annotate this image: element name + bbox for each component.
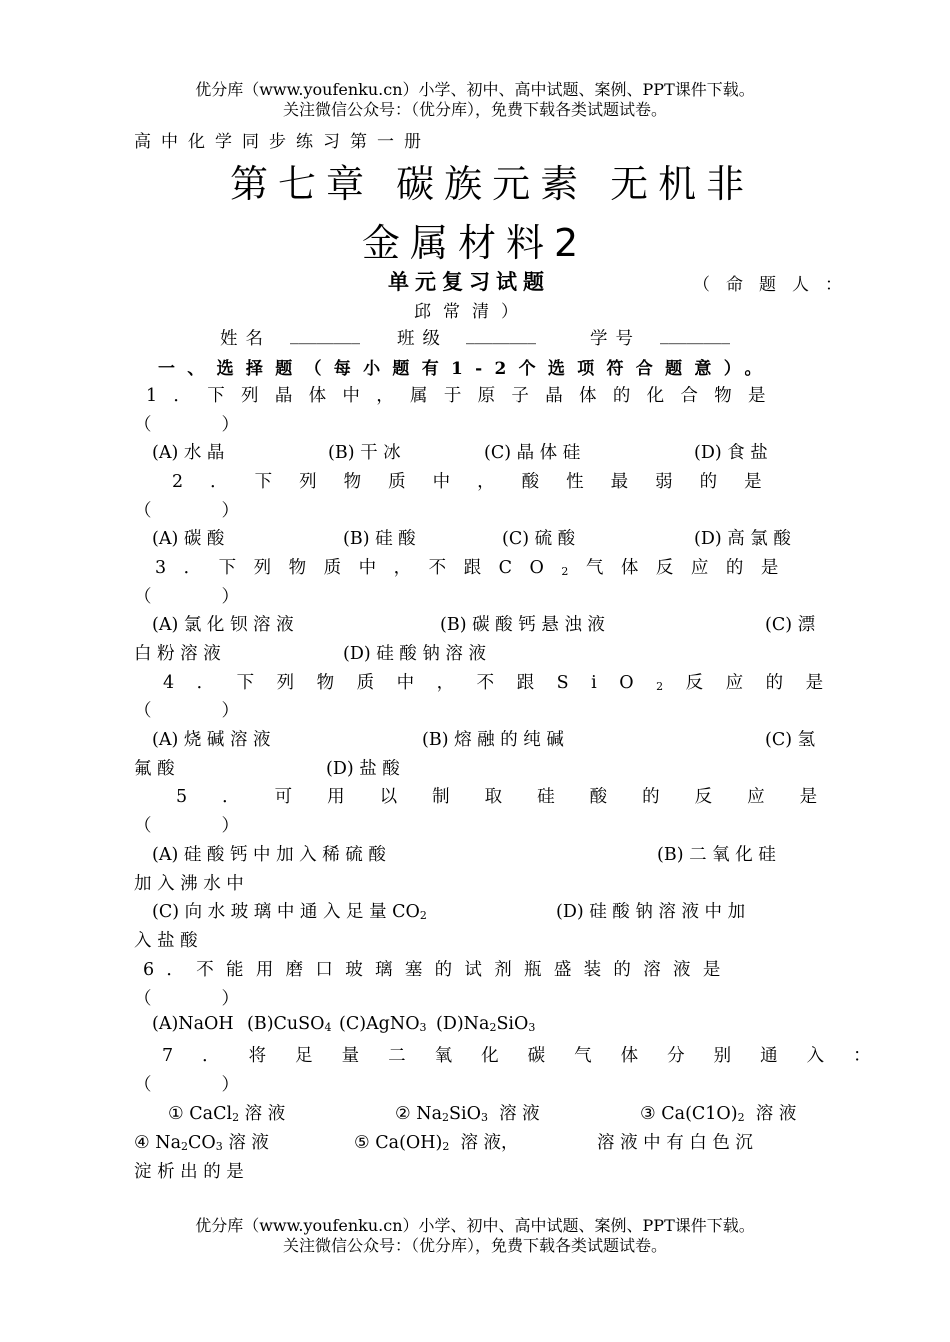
question-5-option-a: (A) 硅 酸 钙 中 加 入 稀 硫 酸 — [152, 845, 386, 865]
question-6-stem: 6．不能用磨口玻璃塞的试剂瓶盛装的溶液是 — [143, 960, 733, 980]
question-3-option-c-cont: 白 粉 溶 液 — [134, 644, 221, 664]
question-2-option-d: (D) 高 氯 酸 — [694, 529, 791, 549]
question-4-option-d: (D) 盐 酸 — [326, 759, 400, 779]
question-6-answer-paren: （ ） — [134, 989, 239, 1009]
question-7-item-3: ③ $Ca(C1O)_2$ 溶 液 — [640, 1104, 797, 1124]
question-7-stem-end: 淀 析 出 的 是 — [134, 1162, 244, 1182]
header-line-2: 关注微信公众号：（优分库），免费下载各类试题试卷。 — [282, 100, 667, 119]
question-5-option-d: (D) 硅 酸 钠 溶 液 中 加 — [556, 902, 746, 922]
question-5-stem: 5．可用以制取硅酸的反应是 — [176, 787, 853, 807]
class-label: 班级 — [397, 329, 448, 349]
question-2-option-b: (B) 硅 酸 — [343, 529, 416, 549]
chapter-title-line-2: 金属材料2 — [362, 221, 589, 265]
question-1-answer-paren: （ ） — [134, 415, 239, 435]
question-5-option-c: (C) 向 水 玻 璃 中 通 入 足 量 $CO_2$ — [152, 902, 427, 922]
question-1-option-c: (C) 晶 体 硅 — [484, 443, 581, 463]
author-name: 邱常清） — [414, 302, 530, 322]
question-3-answer-paren: （ ） — [134, 587, 239, 607]
question-2-option-c: (C) 硫 酸 — [502, 529, 576, 549]
question-5-option-d-cont: 入 盐 酸 — [134, 931, 198, 951]
question-7-answer-paren: （ ） — [134, 1075, 239, 1095]
question-2-answer-paren: （ ） — [134, 501, 239, 521]
question-1-option-a: (A) 水 晶 — [152, 443, 225, 463]
question-1-stem: 1．下列晶体中，属于原子晶体的化合物是 — [146, 386, 782, 406]
question-1-option-d: (D) 食 盐 — [694, 443, 768, 463]
question-7-stem: 7．将足量二氧化碳气体分别通入： — [162, 1046, 900, 1066]
question-3-option-b: (B) 碳 酸 钙 悬 浊 液 — [440, 615, 605, 635]
question-6-option-a: (A)NaOH — [152, 1014, 234, 1034]
question-7-item-1: ① CaCl$_2$ 溶 液 — [168, 1104, 286, 1124]
series-label: 高中化学同步练习第一册 — [134, 132, 431, 152]
question-5-option-b-cont: 加 入 沸 水 中 — [134, 874, 244, 894]
question-4-option-b: (B) 熔 融 的 纯 碱 — [422, 730, 564, 750]
question-2-option-a: (A) 碳 酸 — [152, 529, 225, 549]
chapter-title-line-1: 第七章 碳族元素 无机非 — [230, 162, 755, 206]
class-blank[interactable]: ________ — [466, 325, 536, 345]
header-line-1: 优分库（www.youfenku.cn）小学、初中、高中试题、案例、PPT课件下载。 — [195, 80, 755, 99]
question-7-item-2: ② $Na_2SiO_3$ 溶 液 — [395, 1104, 540, 1124]
question-1-option-b: (B) 干 冰 — [328, 443, 401, 463]
question-4-option-a: (A) 烧 碱 溶 液 — [152, 730, 271, 750]
footer-line-1: 优分库（www.youfenku.cn）小学、初中、高中试题、案例、PPT课件下载。 — [195, 1216, 755, 1235]
author-label: （命题人： — [693, 275, 858, 295]
question-3-stem: 3．下列物质中，不跟$CO_2$气体反应的是 — [155, 558, 796, 578]
question-3-option-c: (C) 漂 — [765, 615, 816, 635]
student-id-label: 学号 — [590, 329, 641, 349]
name-blank[interactable]: ________ — [290, 325, 360, 345]
question-7-item-5: ⑤ $Ca(OH)_2$ 溶 液， — [354, 1133, 519, 1153]
question-4-option-c-cont: 氟 酸 — [134, 759, 175, 779]
question-4-option-c: (C) 氢 — [765, 730, 816, 750]
footer-line-2: 关注微信公众号：（优分库），免费下载各类试题试卷。 — [282, 1236, 667, 1255]
question-4-stem: 4．下列物质中，不跟SiO$_2$反应的是 — [163, 673, 846, 693]
student-id-blank[interactable]: ________ — [660, 325, 730, 345]
question-3-option-a: (A) 氯 化 钡 溶 液 — [152, 615, 294, 635]
unit-review-title: 单元复习试题 — [388, 269, 550, 294]
question-5-option-b: (B) 二 氧 化 硅 — [657, 845, 776, 865]
question-6-option-c: (C)AgNO$_3$ — [339, 1014, 427, 1034]
question-5-answer-paren: （ ） — [134, 816, 239, 836]
question-4-answer-paren: （ ） — [134, 701, 239, 721]
question-7-stem-tail: 溶 液 中 有 白 色 沉 — [597, 1133, 753, 1153]
question-7-item-4: ④ $Na_2CO_3$ 溶 液 — [134, 1133, 269, 1153]
section-heading: 一、选择题（每小题有1-2个选项符合题意）。 — [158, 359, 774, 379]
question-2-stem: 2．下列物质中，酸性最弱的是 — [172, 472, 789, 492]
question-3-option-d: (D) 硅 酸 钠 溶 液 — [343, 644, 486, 664]
name-label: 姓名 — [220, 329, 271, 349]
question-6-option-b: (B)CuSO$_4$ — [247, 1014, 332, 1034]
question-6-option-d: $(D)Na_2SiO_3$ — [436, 1014, 536, 1034]
